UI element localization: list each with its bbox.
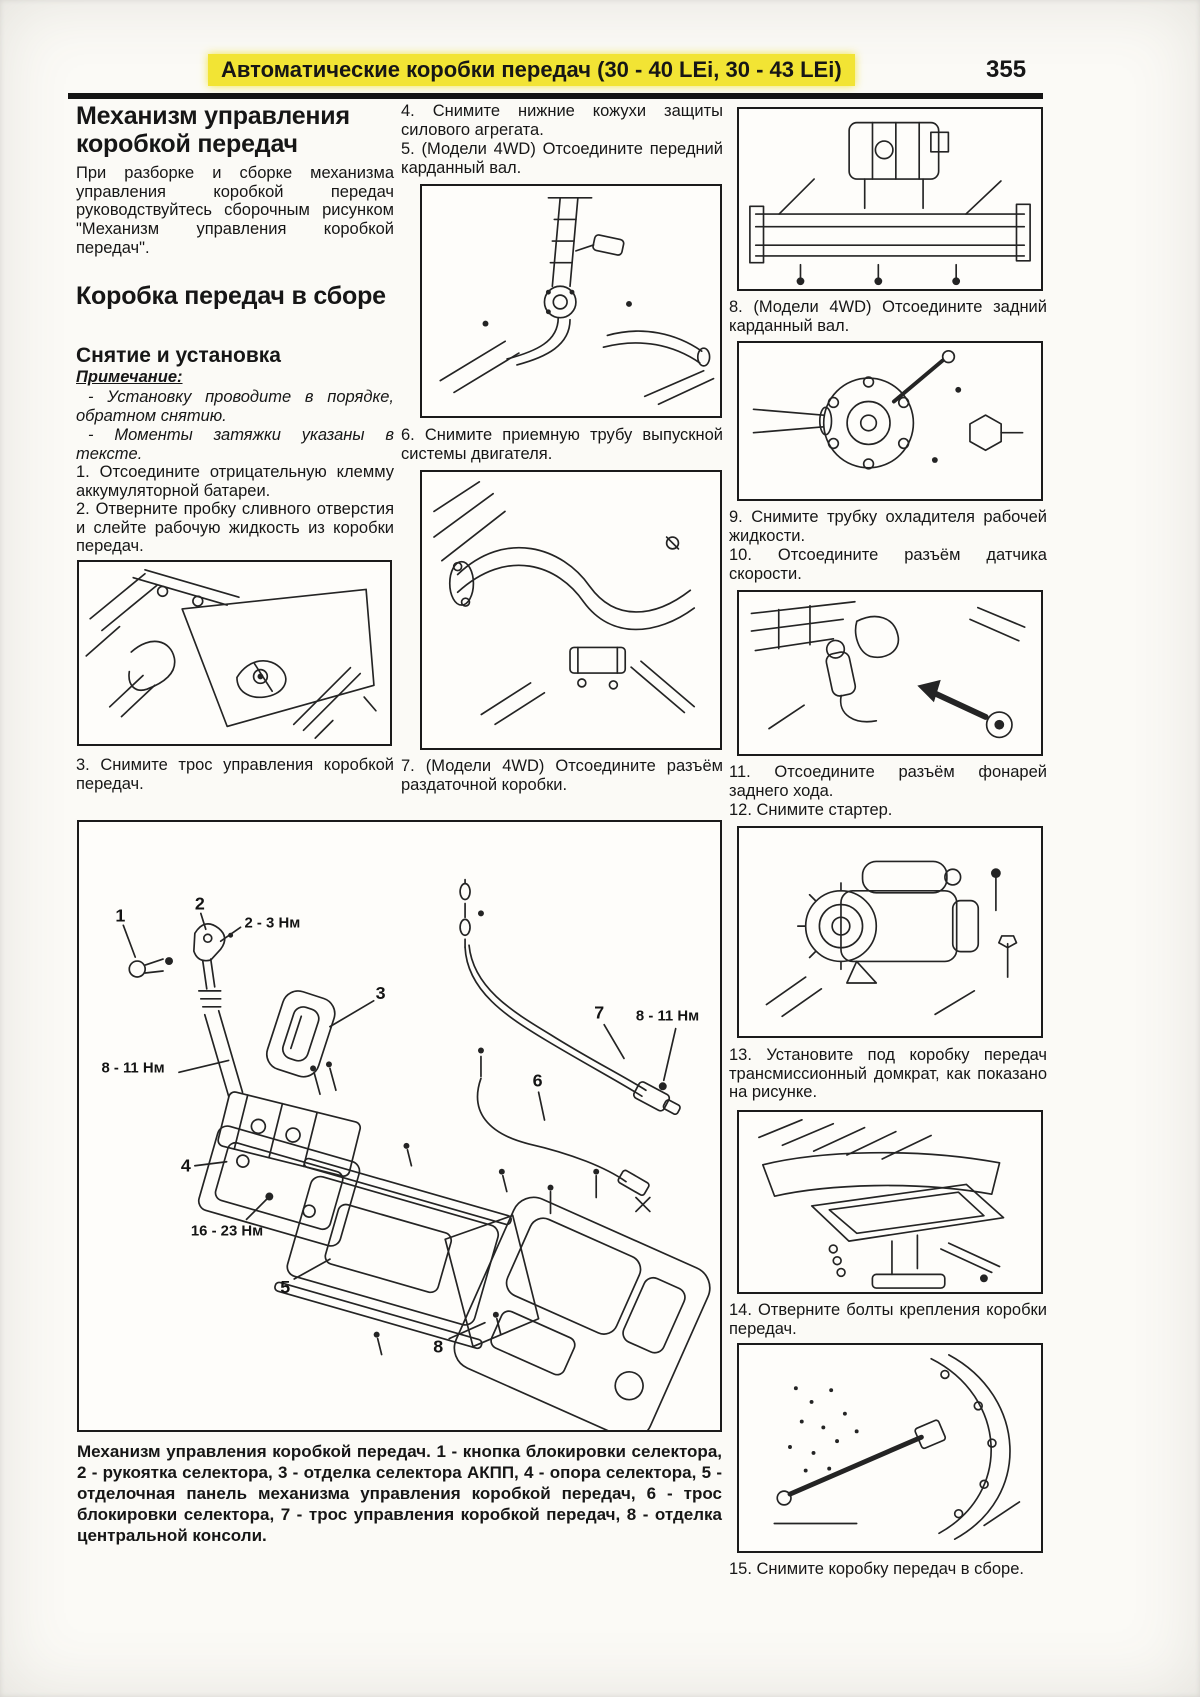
step-10: 10. Отсоедините разъём датчика скорости. xyxy=(729,546,1047,583)
diagram-label-part4: 4 xyxy=(180,1155,191,1176)
subsection-removal-installation: Снятие и установка xyxy=(76,344,281,367)
rear-underbody-illustration xyxy=(739,109,1041,289)
header-rule xyxy=(68,93,1043,99)
note-label: Примечание: xyxy=(76,368,183,386)
step-13: 13. Установите под коробку передач трансмиссионный домкрат, как показано на рисунке. xyxy=(729,1046,1047,1102)
diagram-label-part6: 6 xyxy=(532,1070,543,1091)
step-15: 15. Снимите коробку передач в сборе. xyxy=(729,1560,1024,1578)
shift-mechanism-diagram xyxy=(79,822,720,1430)
diagram-label-part5: 5 xyxy=(280,1276,291,1297)
step-14: 14. Отверните болты крепления коробки передач. xyxy=(729,1301,1047,1338)
figure-gearbox-bolts xyxy=(737,1343,1043,1553)
figure-transmission-jack xyxy=(737,1110,1043,1294)
figure-front-propshaft xyxy=(420,184,722,418)
page-header-title: Автоматические коробки передач (30 - 40 LEi, 30 - 43 LEi) xyxy=(208,54,855,86)
step-3: 3. Снимите трос управления коробкой передач. xyxy=(76,756,394,793)
note-item: - Установку проводите в порядке, обратном снятию. xyxy=(76,388,394,425)
diagram-label-part1: 1 xyxy=(115,905,126,926)
section-title-transmission-assembly: Коробка передач в сборе xyxy=(76,282,386,310)
transmission-jack-illustration xyxy=(739,1112,1041,1292)
diagram-label-part8: 8 xyxy=(433,1336,444,1357)
diagram-label-part3: 3 xyxy=(375,982,386,1003)
step-7: 7. (Модели 4WD) Отсоедините разъём раздаточной коробки. xyxy=(401,757,723,794)
diagram-label-torque-16-23: 16 - 23 Нм xyxy=(190,1223,264,1240)
figure-exhaust-pipe xyxy=(420,470,722,750)
figure-rear-propshaft xyxy=(737,341,1043,501)
diagram-label-part7: 7 xyxy=(594,1002,605,1023)
diagram-label-part2: 2 xyxy=(194,893,205,914)
diagram-label-torque-8-11-right: 8 - 11 Нм xyxy=(635,1008,700,1025)
diagram-label-torque-2-3: 2 - 3 Нм xyxy=(244,915,301,932)
rear-propshaft-illustration xyxy=(739,343,1041,499)
step-8: 8. (Модели 4WD) Отсоедините задний карданный вал. xyxy=(729,298,1047,335)
front-propshaft-illustration xyxy=(422,186,720,416)
diagram-label-torque-8-11-left: 8 - 11 Нм xyxy=(101,1060,165,1077)
diagram-caption: Механизм управления коробкой передач. 1 - кнопка блокировки селектора, 2 - рукоятка селектора, 3 - отделка селектора АКПП, 4 - опора селектора, 5 - отделочная панель механизма управления коробкой передач, 6 - трос блокировки селектора, 7 - трос управления коробкой передач, 8 - отделка центральной консоли. xyxy=(77,1442,722,1546)
starter-illustration xyxy=(739,828,1041,1036)
page-number: 355 xyxy=(986,56,1027,83)
section-title-shift-mechanism: Механизм управления коробкой передач xyxy=(76,102,350,158)
drain-plug-illustration xyxy=(79,562,390,744)
step-9: 9. Снимите трубку охладителя рабочей жидкости. xyxy=(729,508,1047,545)
gearbox-bolts-illustration xyxy=(739,1345,1041,1551)
step-5: 5. (Модели 4WD) Отсоедините передний карданный вал. xyxy=(401,140,723,177)
figure-rear-underbody xyxy=(737,107,1043,291)
speed-sensor-illustration xyxy=(739,592,1041,754)
step-1: 1. Отсоедините отрицательную клемму аккумуляторной батареи. xyxy=(76,463,394,500)
step-12: 12. Снимите стартер. xyxy=(729,801,893,819)
step-4: 4. Снимите нижние кожухи защиты силового агрегата. xyxy=(401,102,723,139)
exhaust-pipe-illustration xyxy=(422,472,720,748)
figure-starter xyxy=(737,826,1043,1038)
figure-shift-mechanism xyxy=(77,820,722,1432)
figure-drain-plug xyxy=(77,560,392,746)
step-11: 11. Отсоедините разъём фонарей заднего хода. xyxy=(729,763,1047,800)
intro-paragraph: При разборке и сборке механизма управления коробкой передач руководствуйтесь сборочным рисунком "Механизм управления коробкой передач". xyxy=(76,164,394,257)
note-item: - Моменты затяжки указаны в тексте. xyxy=(76,426,394,463)
step-6: 6. Снимите приемную трубу выпускной системы двигателя. xyxy=(401,426,723,463)
step-2: 2. Отверните пробку сливного отверстия и слейте рабочую жидкость из коробки передач. xyxy=(76,500,394,556)
figure-speed-sensor xyxy=(737,590,1043,756)
